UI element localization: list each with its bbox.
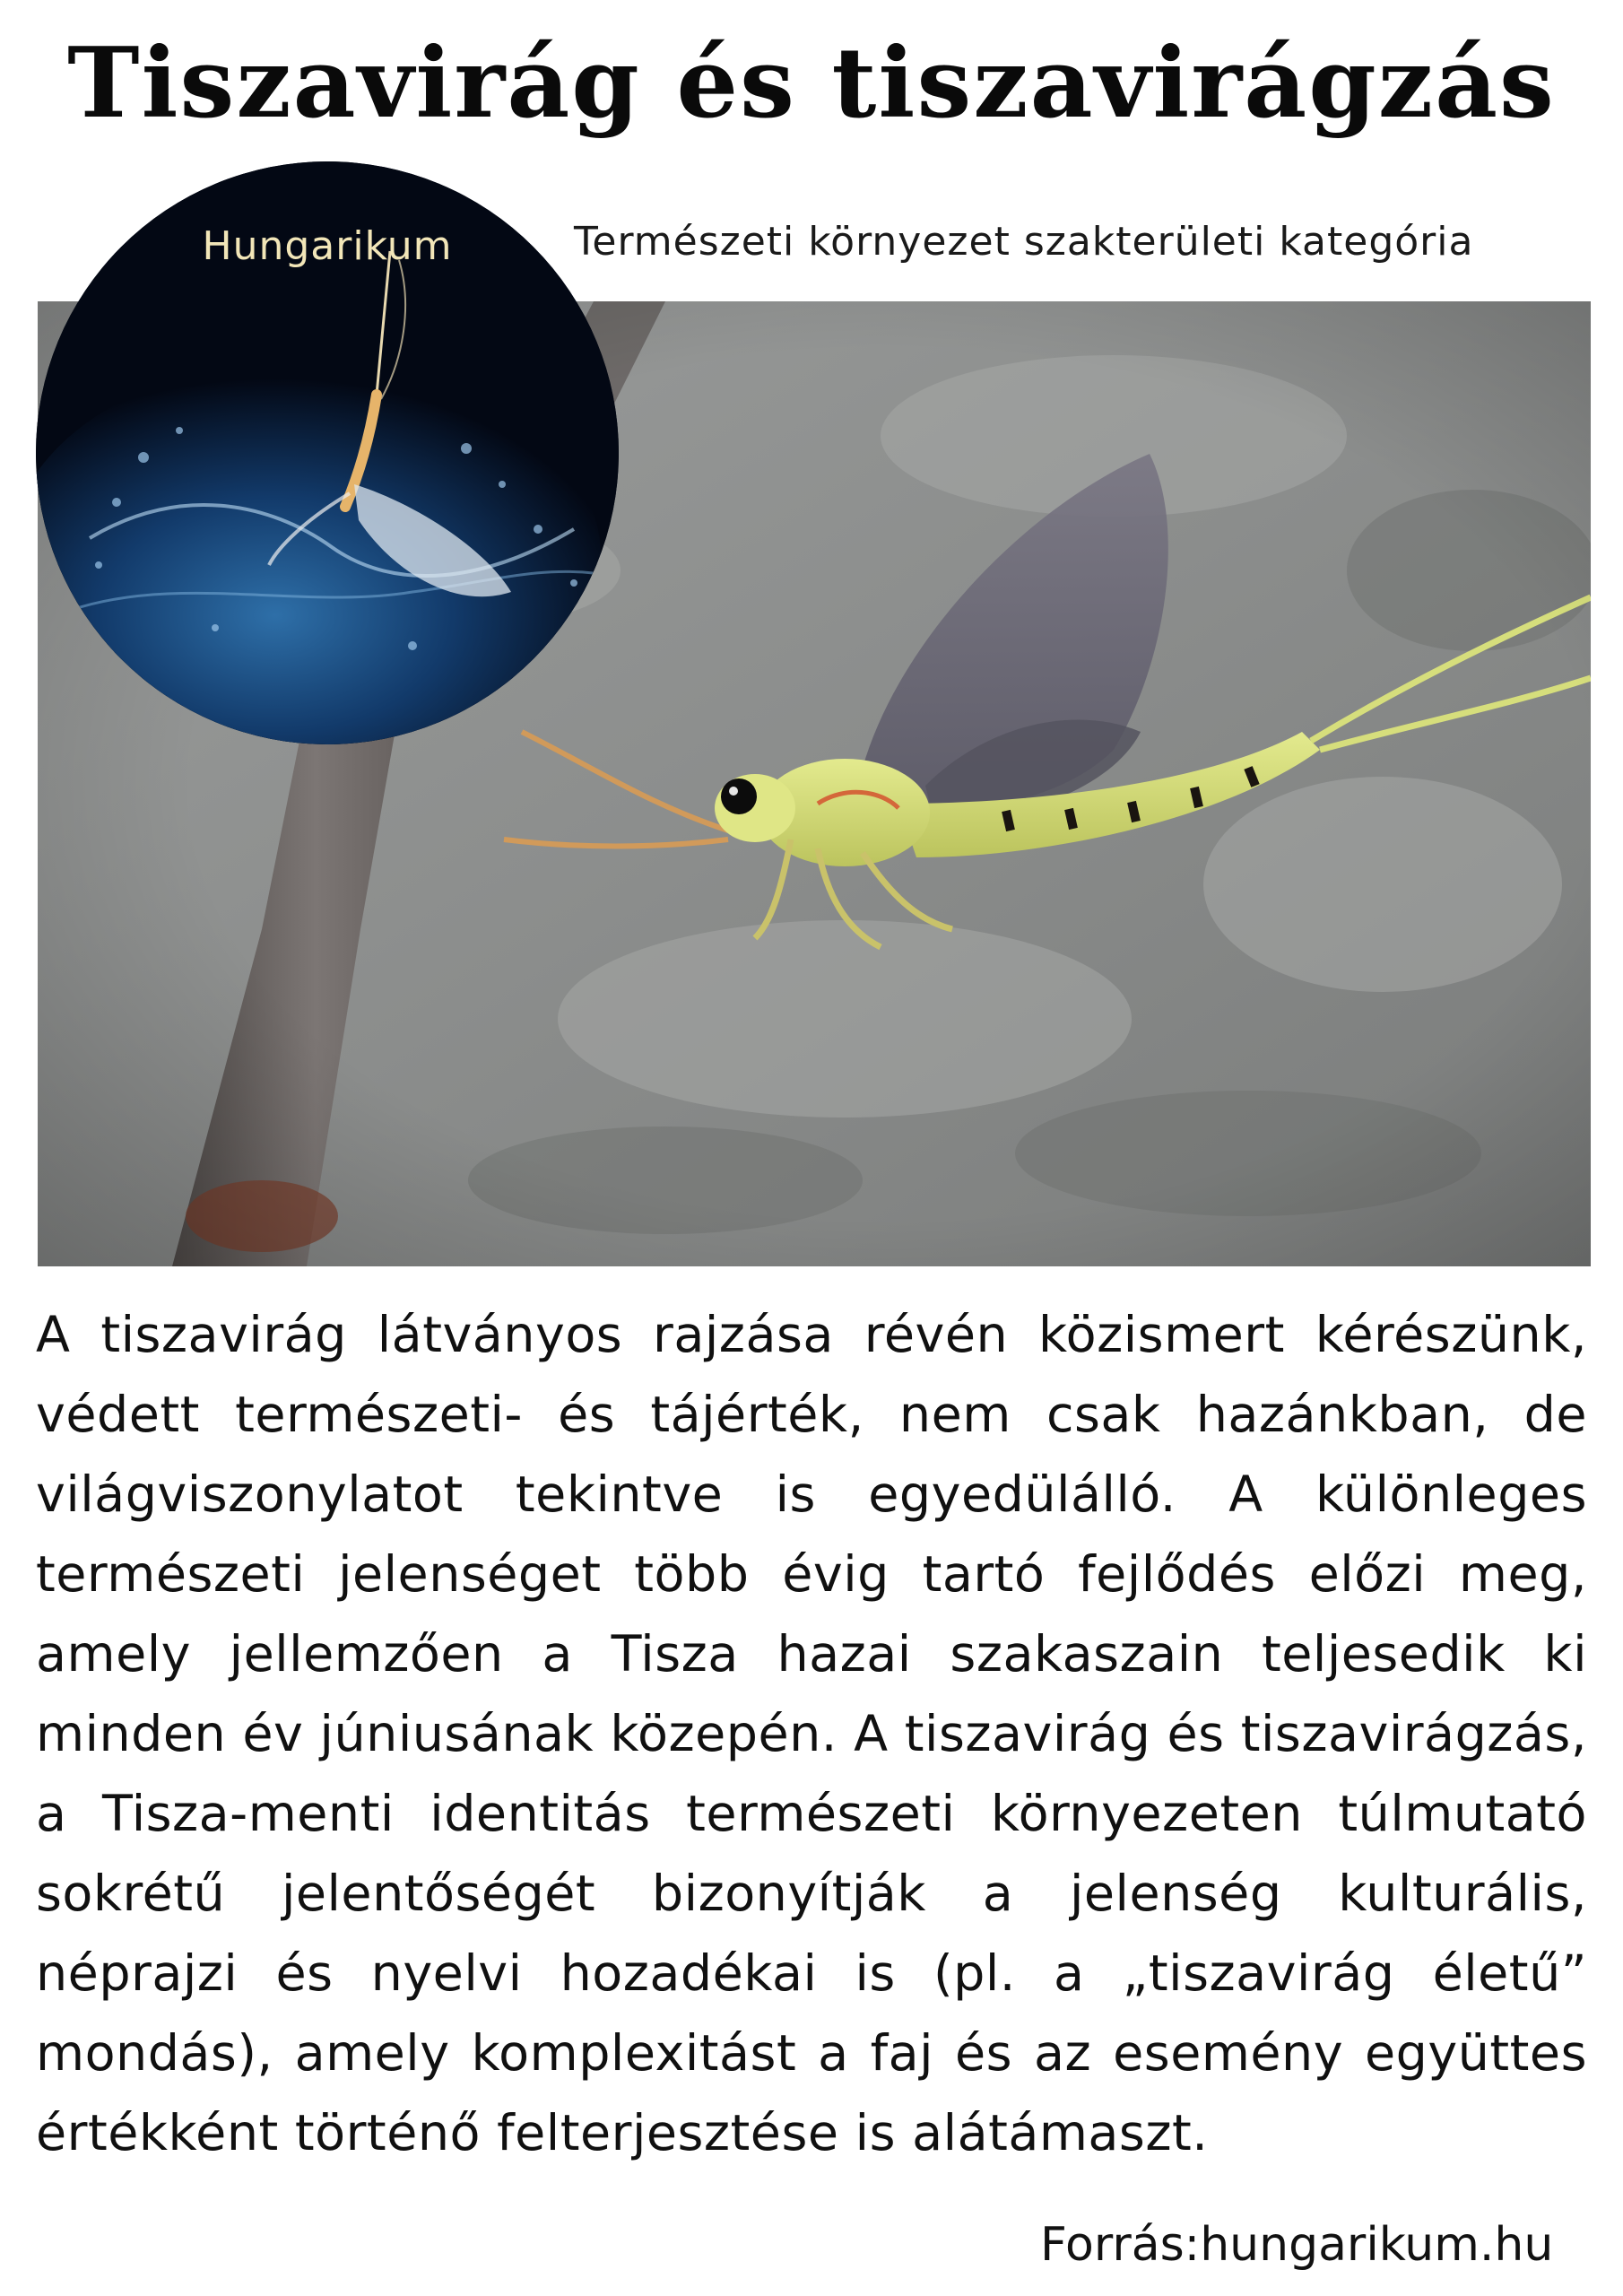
category-label: Természeti környezet szakterületi kategória — [574, 219, 1474, 265]
page-title: Tiszavirág és tiszavirágzás — [67, 27, 1556, 140]
description-text: A tiszavirág látványos rajzása révén közismert kérészünk, védett természeti- és tájérték, nem csak hazánkban, de világviszonylatot tekintve is egyedülálló. A különleges természeti jelenséget több évig tartó fejlődés előzi meg, amely jellemzően a Tisza hazai szakaszain teljesedik ki minden év júniusának közepén. A tiszavirág és tiszavirágzás, a Tisza-menti identitás természeti környezeten túlmutató sokrétű jelentőségét bizonyítják a jelenség kulturális, néprajzi és nyelvi hozadékai is (pl. a „tiszavirág életű” mondás), amely komplexitást a faj és az esemény együttes értékként történő felterjesztése is alátámaszt. — [36, 1306, 1587, 2162]
hungarikum-badge — [36, 161, 619, 744]
badge-label: Hungarikum — [202, 223, 453, 269]
source-credit: Forrás:hungarikum.hu — [1040, 2218, 1554, 2272]
